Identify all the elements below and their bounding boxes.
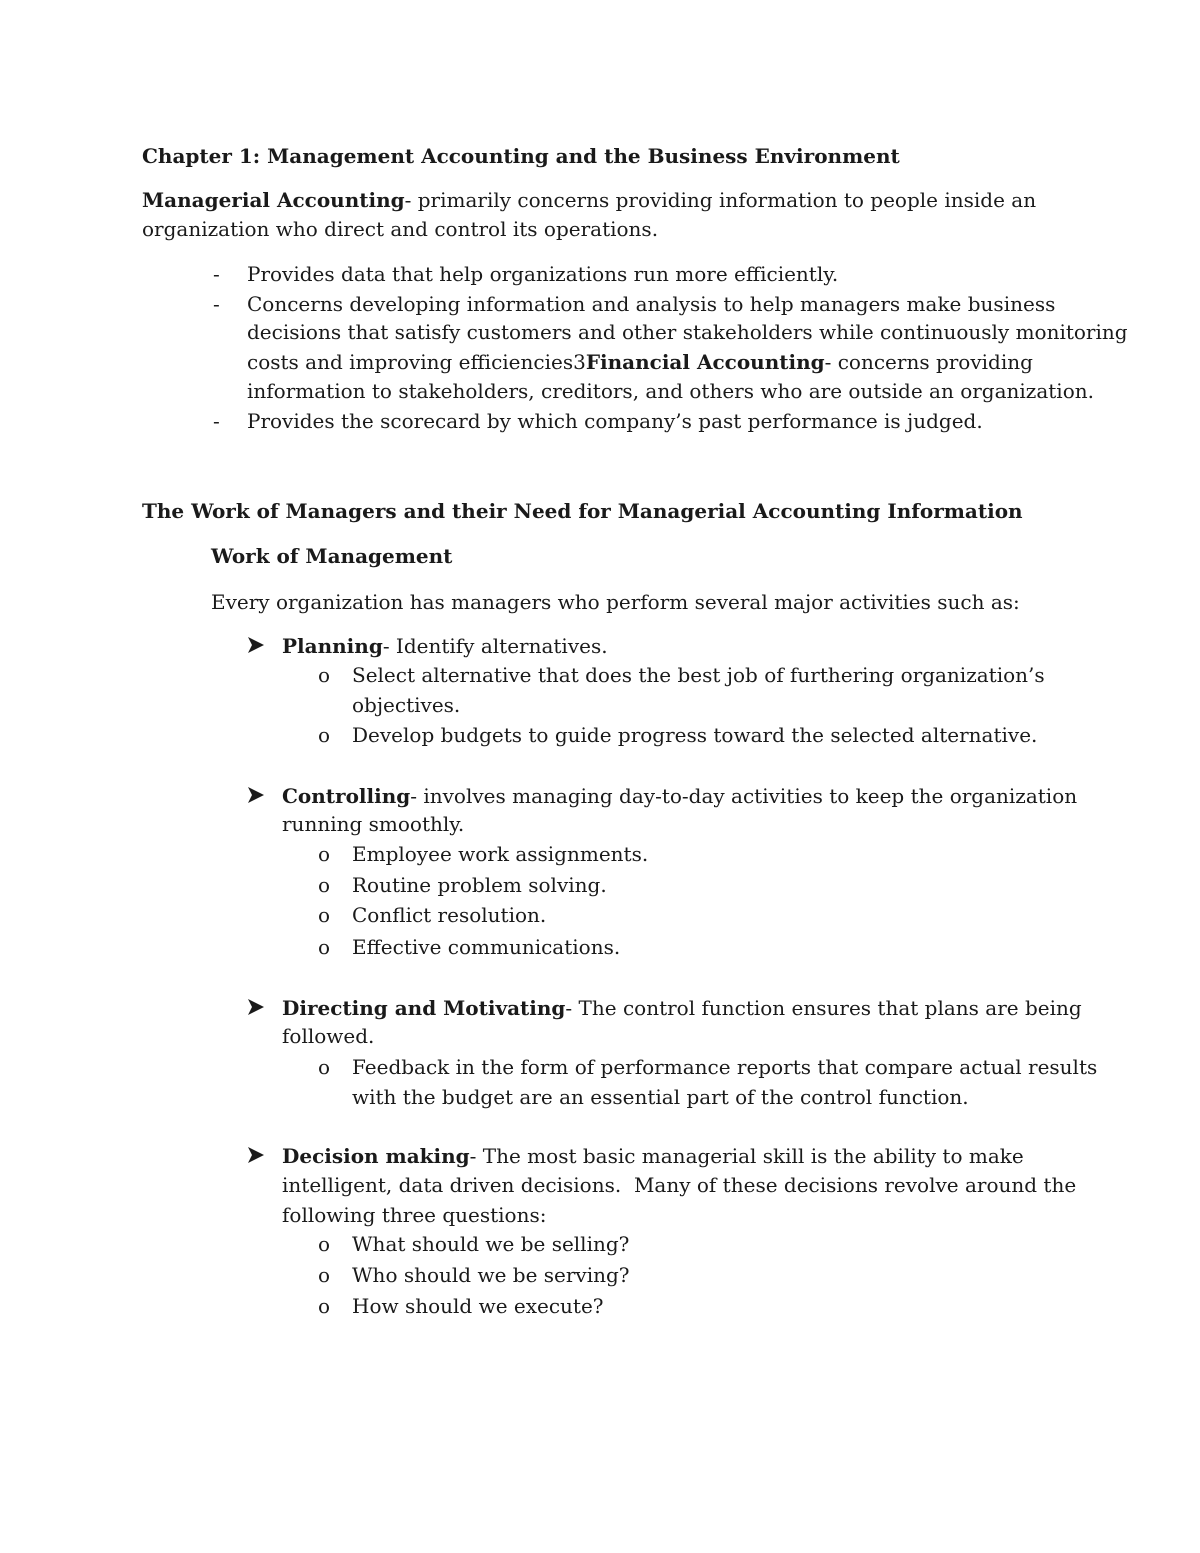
planning-sub-2: Develop budgets to guide progress toward the selected alternative. (352, 723, 1038, 747)
arrow-bullet-icon (246, 785, 266, 805)
sub-bullet-marker: o (318, 842, 331, 866)
chapter-title: Chapter 1: Management Accounting and the Business Environment (142, 144, 900, 168)
planning-sub-1-line-1: Select alternative that does the best job of furthering organization’s (352, 663, 1045, 687)
managerial-bullet-2-line-1: Concerns developing information and analysis to help managers make business (247, 292, 1056, 316)
managerial-definition-line-2: organization who direct and control its operations. (142, 217, 659, 241)
arrow-bullet-icon (246, 1145, 266, 1165)
sub-bullet-marker: o (318, 663, 331, 687)
controlling-line-2: running smoothly. (282, 812, 465, 836)
decision-sub-3: How should we execute? (352, 1294, 604, 1318)
decision-sub-1: What should we be selling? (352, 1232, 630, 1256)
managerial-bullet-1: Provides data that help organizations run more efficiently. (247, 262, 839, 286)
planning-line (282, 632, 608, 660)
managerial-bullet-2-line-4: information to stakeholders, creditors, and others who are outside an organization. (247, 379, 1094, 403)
controlling-sub-2: Routine problem solving. (352, 873, 607, 897)
sub-bullet-marker: o (318, 903, 331, 927)
financial-accounting-term: Financial Accounting (585, 350, 825, 374)
decision-sub-2: Who should we be serving? (352, 1263, 630, 1287)
financial-accounting-text: - concerns providing (824, 350, 1033, 374)
managerial-term: Managerial Accounting (142, 188, 405, 212)
directing-sub-1-line-1: Feedback in the form of performance reports that compare actual results (352, 1055, 1098, 1079)
section-title: The Work of Managers and their Need for Managerial Accounting Information (142, 499, 1023, 523)
controlling-line-1 (282, 782, 1077, 810)
controlling-sub-3: Conflict resolution. (352, 903, 547, 927)
bullet-2-text: costs and improving efficiencies3 (247, 350, 586, 374)
sub-bullet-marker: o (318, 1294, 331, 1318)
decision-term: Decision making (282, 1144, 470, 1168)
planning-sub-1-line-2: objectives. (352, 693, 461, 717)
controlling-text: - involves managing day-to-day activities to keep the organization (410, 784, 1078, 808)
sub-bullet-marker: o (318, 1055, 331, 1079)
sub-bullet-marker: o (318, 723, 331, 747)
managerial-bullet-3: Provides the scorecard by which company’s past performance is judged. (247, 409, 983, 433)
dash-marker: - (213, 262, 220, 286)
arrow-bullet-icon (246, 635, 266, 655)
decision-line-3: following three questions: (282, 1203, 547, 1227)
dash-marker: - (213, 409, 220, 433)
section-subtitle: Work of Management (211, 544, 453, 568)
decision-line-2: intelligent, data driven decisions. Many of these decisions revolve around the (282, 1173, 1077, 1197)
arrow-bullet-icon (246, 997, 266, 1017)
controlling-sub-4: Effective communications. (352, 935, 621, 959)
controlling-term: Controlling (282, 784, 411, 808)
planning-text: - Identify alternatives. (382, 634, 608, 658)
directing-sub-1-line-2: with the budget are an essential part of the control function. (352, 1085, 969, 1109)
section-intro: Every organization has managers who perform several major activities such as: (211, 590, 1020, 614)
directing-line-1 (282, 994, 1082, 1022)
managerial-bullet-2-line-3 (247, 348, 1033, 376)
directing-text: - The control function ensures that plans are being (565, 996, 1082, 1020)
sub-bullet-marker: o (318, 1232, 331, 1256)
directing-term: Directing and Motivating (282, 996, 566, 1020)
directing-line-2: followed. (282, 1024, 375, 1048)
managerial-definition-line-1 (142, 186, 1036, 214)
managerial-definition-text: - primarily concerns providing information to people inside an (404, 188, 1037, 212)
decision-text: - The most basic managerial skill is the ability to make (469, 1144, 1024, 1168)
dash-marker: - (213, 292, 220, 316)
controlling-sub-1: Employee work assignments. (352, 842, 649, 866)
sub-bullet-marker: o (318, 935, 331, 959)
managerial-bullet-2-line-2: decisions that satisfy customers and other stakeholders while continuously monitoring (247, 320, 1128, 344)
sub-bullet-marker: o (318, 873, 331, 897)
planning-term: Planning (282, 634, 383, 658)
sub-bullet-marker: o (318, 1263, 331, 1287)
decision-line-1 (282, 1142, 1024, 1170)
